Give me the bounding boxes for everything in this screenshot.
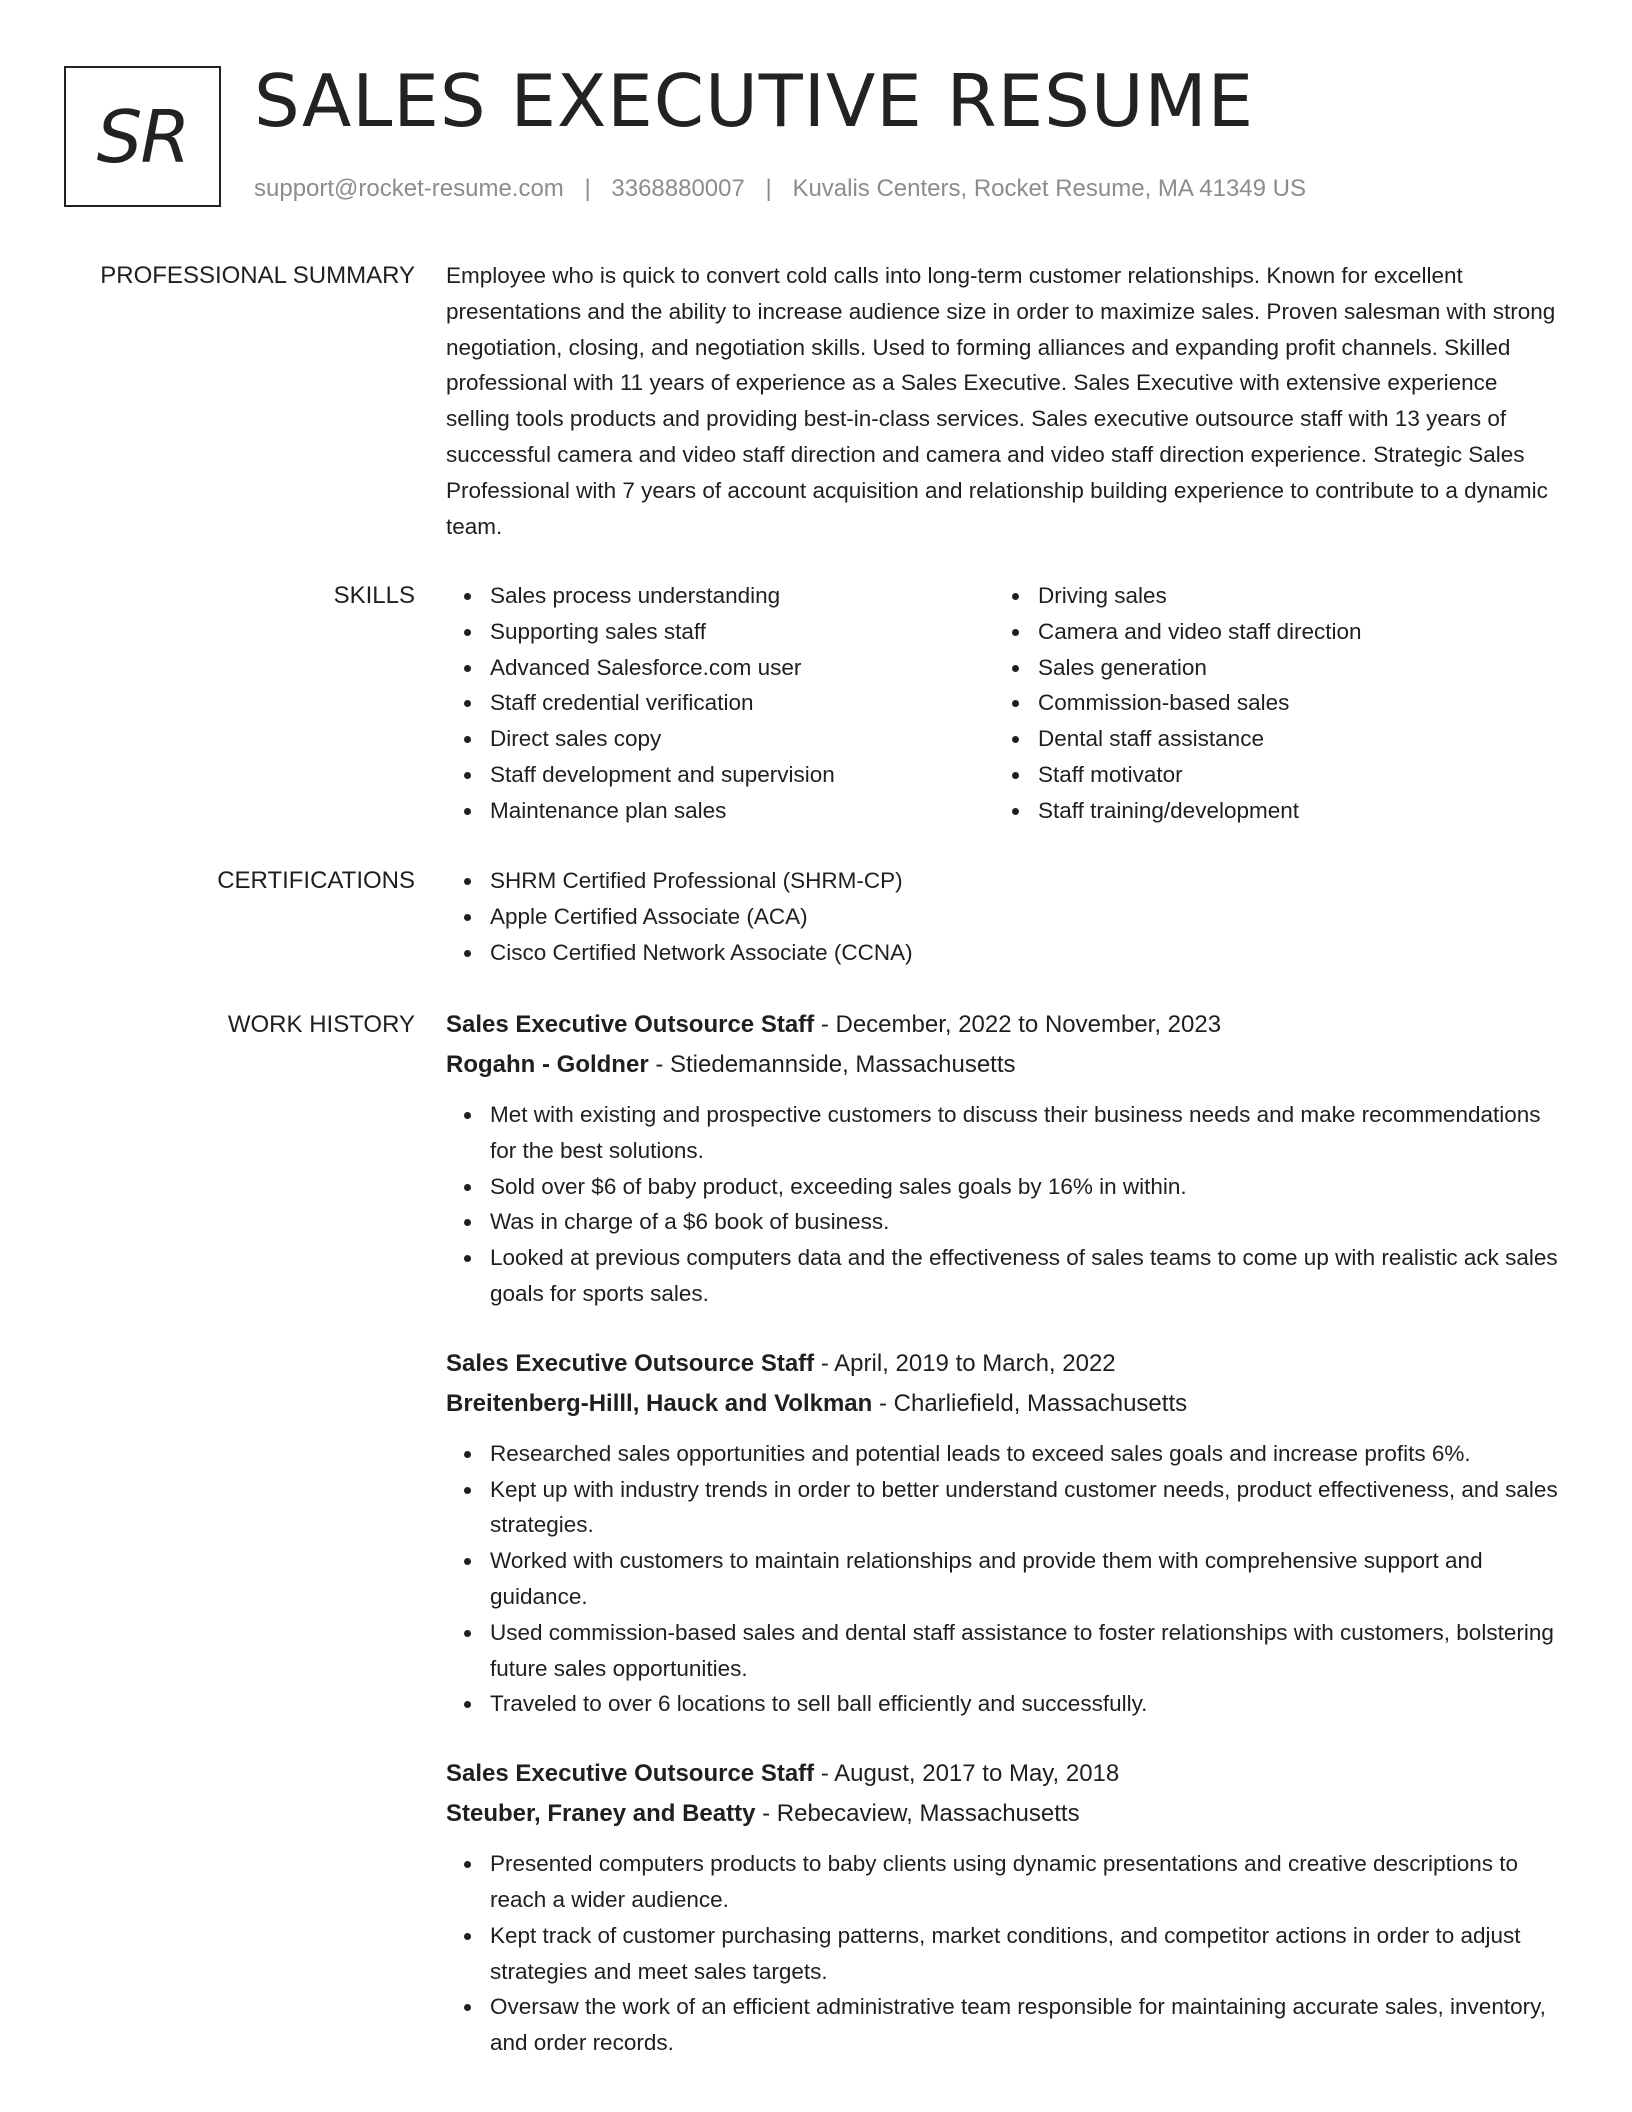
section-heading: SKILLS [333, 582, 415, 609]
skill-item: Supporting sales staff [446, 614, 994, 650]
job-location: - Rebecaview, Massachusetts [755, 1800, 1080, 1828]
job-company: Rogahn - Goldner [446, 1051, 649, 1078]
skill-item: Staff credential verification [446, 685, 994, 721]
job-bullet: Traveled to over 6 locations to sell ball efficiently and successfully. [446, 1686, 1566, 1722]
job-bullets [446, 1436, 1566, 1722]
contact-address: Kuvalis Centers, Rocket Resume, MA 41349 US [792, 175, 1306, 202]
job-bullet: Looked at previous computers data and the effectiveness of sales teams to come up with realistic ack sales goals for sports sales. [446, 1240, 1566, 1312]
job-title: Sales Executive Outsource Staff [446, 1349, 815, 1377]
skill-item: Sales process understanding [446, 578, 994, 614]
contact-email[interactable]: support@rocket-resume.com [254, 175, 564, 202]
skill-item: Staff development and supervision [446, 757, 994, 793]
job-bullet: Sold over $6 of baby product, exceeding sales goals by 16% in within. [446, 1169, 1566, 1205]
job-company: Breitenberg-Hilll, Hauck and Volkman [446, 1389, 873, 1417]
skills-grid [446, 578, 1566, 829]
section-heading: CERTIFICATIONS [217, 867, 415, 894]
certifications-body [446, 863, 1566, 970]
job-bullet: Met with existing and prospective customers to discuss their business needs and make recommendations for the best solutions. [446, 1097, 1566, 1169]
certification-item: SHRM Certified Professional (SHRM-CP) [446, 863, 1566, 899]
section-heading: PROFESSIONAL SUMMARY [100, 262, 415, 289]
contact-phone[interactable]: 3368880007 [611, 175, 745, 202]
job-location: - Charliefield, Massachusetts [872, 1389, 1188, 1417]
job-title-line [446, 1344, 1566, 1384]
monogram-logo: SR [64, 66, 221, 207]
skills-list-left [446, 578, 994, 829]
section-heading: WORK HISTORY [227, 1011, 415, 1038]
summary-text: Employee who is quick to convert cold calls into long-term customer relationships. Known for excellent presentations and the ability to increase audience size in order to maximize sales. Proven salesman with strong negotiation, closing, and negotiation skills. Used to forming alliances and expanding profit channels. Skilled professional with 11 years of experience as a Sales Executive. Sales Executive with extensive experience selling tools products and providing best-in-class services. Sales executive outsource staff with 13 years of successful camera and video staff direction and camera and video staff direction experience. Strategic Sales Professional with 7 years of account acquisition and relationship building experience to contribute to a dynamic team. [446, 263, 1556, 539]
job-bullet: Researched sales opportunities and potential leads to exceed sales goals and increase profits 6%. [446, 1436, 1566, 1472]
job-title-line [446, 1005, 1566, 1045]
skill-item: Camera and video staff direction [994, 614, 1542, 650]
certification-item: Cisco Certified Network Associate (CCNA) [446, 935, 1566, 971]
skills-body [446, 578, 1566, 829]
job-dates: - April, 2019 to March, 2022 [814, 1349, 1116, 1377]
certification-item: Apple Certified Associate (ACA) [446, 899, 1566, 935]
job-entry [446, 1344, 1566, 1722]
skill-item: Direct sales copy [446, 721, 994, 757]
summary-body [446, 258, 1566, 544]
skill-item: Maintenance plan sales [446, 793, 994, 829]
job-bullet: Kept track of customer purchasing patterns, market conditions, and competitor actions in order to adjust strategies and meet sales targets. [446, 1918, 1566, 1990]
skill-item: Staff training/development [994, 793, 1542, 829]
skills-list-right [994, 578, 1542, 829]
contact-separator: | [765, 175, 772, 202]
skill-item: Commission-based sales [994, 685, 1542, 721]
contact-separator: | [584, 175, 591, 202]
skill-item: Advanced Salesforce.com user [446, 650, 994, 686]
job-title: Sales Executive Outsource Staff [446, 1011, 815, 1038]
work-body [446, 1005, 1566, 2093]
job-bullet: Worked with customers to maintain relationships and provide them with comprehensive support and guidance. [446, 1543, 1566, 1615]
skill-item: Dental staff assistance [994, 721, 1542, 757]
certifications-list [446, 863, 1566, 970]
skill-item: Sales generation [994, 650, 1542, 686]
skill-item: Staff motivator [994, 757, 1542, 793]
job-bullet: Was in charge of a $6 book of business. [446, 1204, 1566, 1240]
resume-title: SALES EXECUTIVE RESUME [254, 59, 1255, 143]
job-title-line [446, 1754, 1566, 1794]
job-dates: - August, 2017 to May, 2018 [814, 1760, 1120, 1788]
job-company: Steuber, Franey and Beatty [446, 1800, 756, 1828]
job-bullet: Presented computers products to baby clients using dynamic presentations and creative descriptions to reach a wider audience. [446, 1846, 1566, 1918]
job-location: - Stiedemannside, Massachusetts [648, 1051, 1016, 1078]
job-company-line [446, 1384, 1566, 1424]
skill-item: Driving sales [994, 578, 1542, 614]
contact-line [254, 175, 1306, 203]
job-bullets [446, 1846, 1566, 2061]
job-entry [446, 1005, 1566, 1312]
job-entry [446, 1754, 1566, 2061]
job-bullet: Kept up with industry trends in order to better understand customer needs, product effectiveness, and sales strategies. [446, 1472, 1566, 1544]
job-bullet: Used commission-based sales and dental staff assistance to foster relationships with customers, bolstering future sales opportunities. [446, 1615, 1566, 1687]
job-bullets [446, 1097, 1566, 1312]
job-dates: - December, 2022 to November, 2023 [814, 1011, 1222, 1038]
job-bullet: Oversaw the work of an efficient administrative team responsible for maintaining accurate sales, inventory, and order records. [446, 1989, 1566, 2061]
job-company-line [446, 1045, 1566, 1085]
job-company-line [446, 1794, 1566, 1834]
job-title: Sales Executive Outsource Staff [446, 1760, 815, 1788]
